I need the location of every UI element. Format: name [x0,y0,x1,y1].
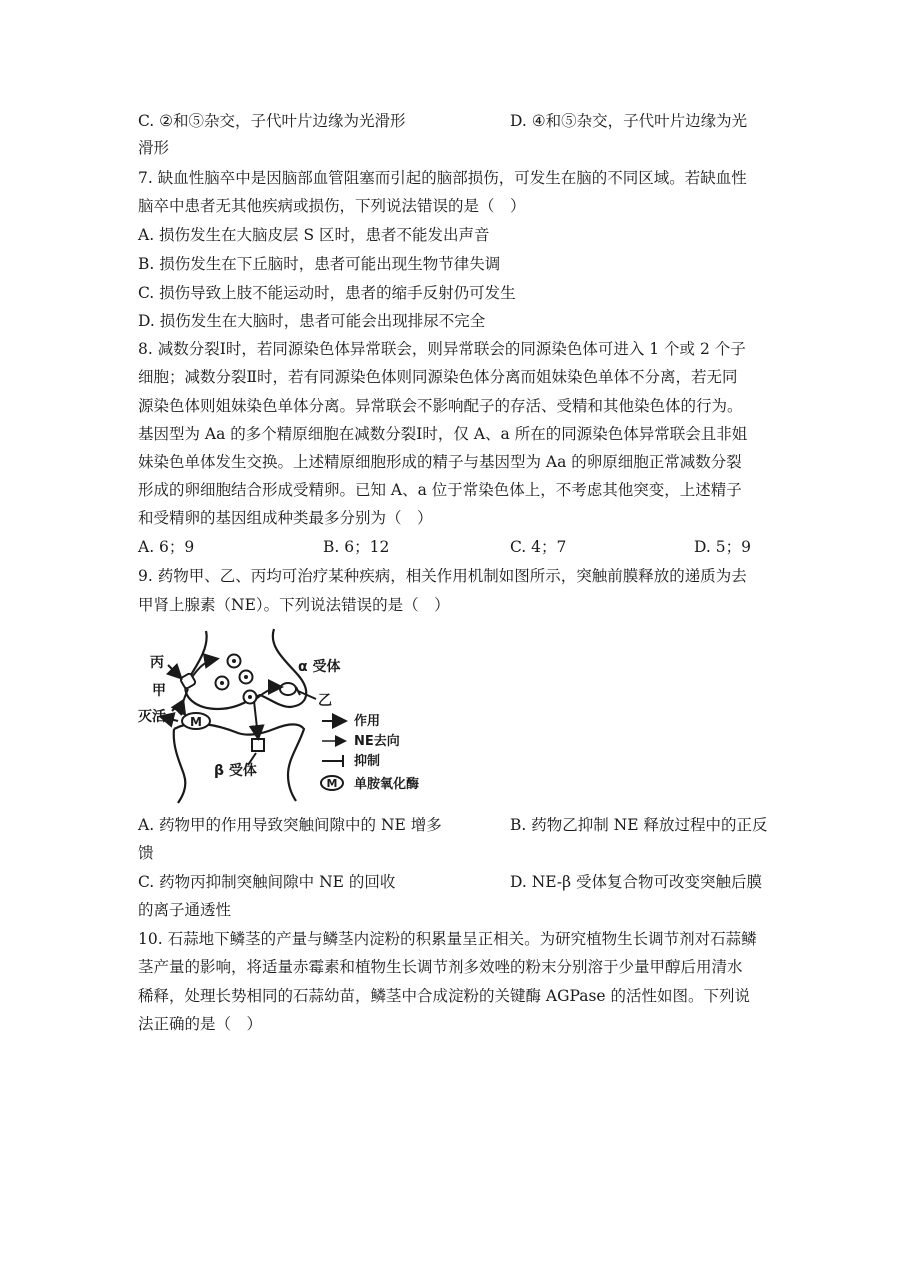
q7-option-b: B. 损伤发生在下丘脑时，患者可能出现生物节律失调 [138,255,501,273]
q8-stem-line2: 细胞；减数分裂Ⅱ时，若有同源染色体则同源染色体分离而姐妹染色单体不分离，若无同 [138,368,738,386]
legend-ne: NE去向 [354,734,400,749]
ne-vesicles [216,655,257,704]
label-alpha-receptor: α 受体 [298,659,341,675]
q8-stem-line5: 妹染色单体发生交换。上述精原细胞形成的精子与基因型为 Aa 的卵原细胞正常减数分裂 [138,453,742,471]
beta-receptor [252,739,264,751]
q8-option-b: B. 6；12 [323,538,390,556]
diagram-legend [321,713,419,792]
q8-stem-line7: 和受精卵的基因组成种类最多分别为（ ） [138,509,433,527]
q9-option-d-continued: 的离子通透性 [138,901,232,919]
q7-option-d: D. 损伤发生在大脑时，患者可能会出现排尿不完全 [138,312,486,330]
q8-option-d: D. 5；9 [694,538,751,556]
label-bing: 丙 [150,655,164,671]
legend-inhibit: 抑制 [354,754,381,769]
alpha-receptor [280,683,296,695]
synapse-diagram [138,625,438,805]
q8-stem-line6: 形成的卵细胞结合形成受精卵。已知 A、a 位于常染色体上，不考虑其他突变，上述精子 [138,481,742,499]
q10-stem-line2: 茎产量的影响，将适量赤霉素和植物生长调节剂多效唑的粉末分别溶于少量甲醇后用清水 [138,958,743,976]
q8-option-c: C. 4；7 [510,538,567,556]
label-beta-receptor: β 受体 [214,763,257,779]
q8-stem-line4: 基因型为 Aa 的多个精原细胞在减数分裂Ⅰ时，仅 A、a 所在的同源染色体异常联会且非姐 [138,425,748,443]
label-miehuo: 灭活 [138,709,166,725]
q6-option-d: D. ④和⑤杂交，子代叶片边缘为光 [510,112,748,130]
q8-stem-line3: 源染色体则姐妹染色单体分离。异常联会不影响配子的存活、受精和其他染色体的行为。 [138,397,743,415]
q8-option-a: A. 6；9 [138,538,195,556]
q9-stem-line2: 甲肾上腺素（NE）。下列说法错误的是（ ） [138,596,450,614]
q7-option-c: C. 损伤导致上肢不能运动时，患者的缩手反射仍可发生 [138,284,516,302]
q10-stem-line3: 稀释，处理长势相同的石蒜幼苗，鳞茎中合成淀粉的关键酶 AGPase 的活性如图。下列说 [138,987,751,1005]
q10-stem-line1: 10. 石蒜地下鳞茎的产量与鳞茎内淀粉的积累量呈正相关。为研究植物生长调节剂对石蒜鳞 [138,930,757,948]
q9-option-c: C. 药物丙抑制突触间隙中 NE 的回收 [138,873,396,891]
legend-mao-symbol: M [326,777,338,790]
q6-option-d-continued: 滑形 [138,139,170,157]
q9-stem-line1: 9. 药物甲、乙、丙均可治疗某种疾病，相关作用机制如图所示，突触前膜释放的递质为去 [138,567,747,585]
q9-option-a: A. 药物甲的作用导致突触间隙中的 NE 增多 [138,816,442,834]
label-jia: 甲 [152,683,166,699]
q10-stem-line4: 法正确的是（ ） [138,1015,263,1033]
q9-option-d: D. NE-β 受体复合物可改变突触后膜 [510,873,763,891]
legend-mao: 单胺氧化酶 [354,777,420,792]
q7-stem-line1: 7. 缺血性脑卒中是因脑部血管阻塞而引起的脑部损伤，可发生在脑的不同区域。若缺血性 [138,169,747,187]
q6-option-c: C. ②和⑤杂交，子代叶片边缘为光滑形 [138,112,406,130]
label-yi: 乙 [318,693,332,709]
legend-action: 作用 [354,714,381,729]
q7-stem-line2: 脑卒中患者无其他疾病或损伤，下列说法错误的是（ ） [138,197,526,215]
q7-option-a: A. 损伤发生在大脑皮层 S 区时，患者不能发出声音 [138,226,490,244]
q8-stem-line1: 8. 减数分裂Ⅰ时，若同源染色体异常联会，则异常联会的同源染色体可进入 1 个或 2 个子 [138,340,746,358]
mao-symbol: M [190,715,202,729]
q9-option-b-continued: 馈 [138,844,154,862]
q9-option-b: B. 药物乙抑制 NE 释放过程中的正反 [510,816,768,834]
